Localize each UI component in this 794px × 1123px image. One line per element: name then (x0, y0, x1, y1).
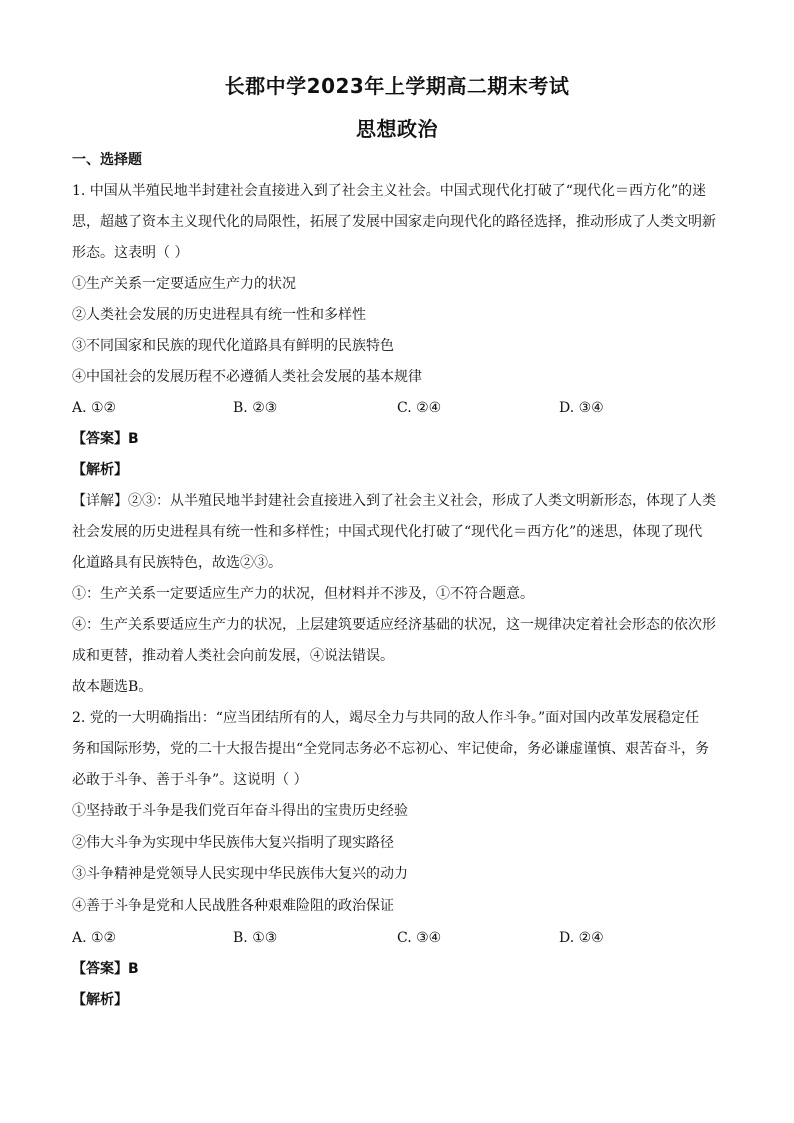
q1-detail-line: 【详解】②③：从半殖民地半封建社会直接进入到了社会主义社会，形成了人类文明新形态，体现了人类 (72, 493, 716, 509)
q1-analysis-label: 【解析】 (72, 462, 128, 478)
q2-option-b: B. ①③ (233, 930, 278, 946)
q1-stem-line: 思，超越了资本主义现代化的局限性，拓展了发展中国家走向现代化的路径选择，推动形成了人类文明新 (72, 214, 716, 230)
q2-option-a: A. ①② (72, 930, 117, 946)
q2-stem-line: 2. 党的一大明确指出：“应当团结所有的人，竭尽全力与共同的敌人作斗争。”面对国内改革发展稳定任 (72, 710, 700, 726)
q1-stem-line: 1. 中国从半殖民地半封建社会直接进入到了社会主义社会。中国式现代化打破了“现代化＝西方化”的迷 (72, 183, 707, 199)
q1-option-c: C. ②④ (397, 400, 442, 416)
section-heading: 一、选择题 (72, 152, 142, 168)
q2-stem-line: 必敢于斗争、善于斗争”。这说明（ ） (72, 772, 308, 788)
q2-analysis-label: 【解析】 (72, 992, 128, 1008)
q2-answer: 【答案】B (72, 961, 139, 977)
q1-detail-line: 成和更替，推动着人类社会向前发展，④说法错误。 (72, 648, 394, 664)
q1-detail-line: 社会发展的历史进程具有统一性和多样性；中国式现代化打破了“现代化＝西方化”的迷思，体现了现代 (72, 524, 703, 540)
q1-statement: ④中国社会的发展历程不必遵循人类社会发展的基本规律 (72, 369, 422, 385)
q1-statement: ①生产关系一定要适应生产力的状况 (72, 276, 296, 292)
q1-statement: ②人类社会发展的历史进程具有统一性和多样性 (72, 307, 366, 323)
q1-option-a: A. ①② (72, 400, 117, 416)
subject-title: 思想政治 (356, 117, 438, 141)
q2-stem-line: 务和国际形势，党的二十大报告提出“全党同志务必不忘初心、牢记使命，务必谦虚谨慎、艰苦奋斗，务 (72, 741, 710, 757)
q1-option-b: B. ②③ (233, 400, 278, 416)
q1-detail-line: ①：生产关系一定要适应生产力的状况，但材料并不涉及，①不符合题意。 (72, 586, 534, 602)
q1-detail-line: ④：生产关系要适应生产力的状况，上层建筑要适应经济基础的状况，这一规律决定着社会形态的依次形 (72, 617, 716, 633)
q1-option-d: D. ③④ (559, 400, 604, 416)
q1-answer: 【答案】B (72, 431, 139, 447)
q2-option-d: D. ②④ (559, 930, 604, 946)
q1-conclusion: 故本题选B。 (72, 679, 153, 695)
q1-statement: ③不同国家和民族的现代化道路具有鲜明的民族特色 (72, 338, 394, 354)
exam-title: 长郡中学2023年上学期高二期末考试 (224, 74, 570, 98)
q1-detail-line: 化道路具有民族特色，故选②③。 (72, 555, 282, 571)
q2-option-c: C. ③④ (397, 930, 442, 946)
q2-statement: ③斗争精神是党领导人民实现中华民族伟大复兴的动力 (72, 866, 408, 882)
q1-stem-line: 形态。这表明（ ） (72, 245, 189, 261)
q2-statement: ④善于斗争是党和人民战胜各种艰难险阻的政治保证 (72, 898, 394, 914)
q2-statement: ①坚持敢于斗争是我们党百年奋斗得出的宝贵历史经验 (72, 803, 408, 819)
q2-statement: ②伟大斗争为实现中华民族伟大复兴指明了现实路径 (72, 835, 394, 851)
